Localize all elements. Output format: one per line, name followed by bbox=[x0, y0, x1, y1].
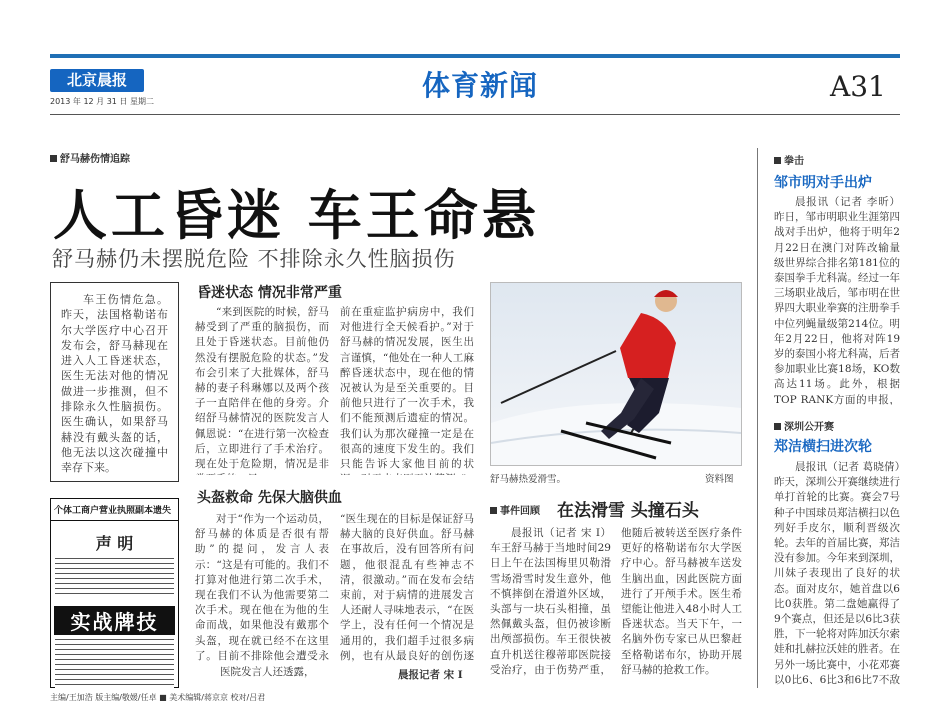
ad-fine-print-1 bbox=[55, 558, 174, 598]
skier-illustration bbox=[491, 283, 741, 465]
footer-credits: 主编/王加浩 版主编/敬媛/任卓 ■ 美术编辑/蒋京京 校对/吕君 bbox=[50, 693, 266, 702]
tennis-kicker: 深圳公开赛 bbox=[774, 418, 834, 433]
ad-notice-title: 声 明 bbox=[95, 534, 134, 553]
recap-body: 晨报讯（记者 宋 Ⅰ）车王舒马赫于当地时间29日上午在法国梅里贝勒滑雪场滑雪时发生意外，他不慎摔倒在滑道外区域，头部与一块石头相撞，虽然佩戴头盔，但仍被诊断出颅部损伤。车王很快被直升机送往穆蒂耶医院接受治疗，由于伤势严重，他随后被转送至医疗条件更好的格勒诺布尔大学医疗中心。舒马赫被车送发生脑出血，因此医院方面进行了开颅手术。医生希望能让他进入48小时人工昏迷状态。当天下午，一名脑外伤专家已从巴黎赶至格勒诺布尔，协助开展舒马赫的抢救工作。 bbox=[490, 527, 742, 676]
subheading-coma: 昏迷状态 情况非常严重 bbox=[197, 285, 342, 301]
skiing-photo bbox=[490, 282, 742, 466]
ad-fine-print-2 bbox=[55, 639, 174, 689]
ad-notice-2: 实战牌技 bbox=[54, 606, 175, 635]
subheading-helmet: 头盔救命 先保大脑供血 bbox=[197, 490, 342, 506]
article-byline: 晨报记者 宋 Ⅰ bbox=[398, 669, 463, 681]
recap-headline: 在法滑雪 头撞石头 bbox=[557, 501, 699, 521]
article-column-4: “医生现在的目标是保证舒马赫大脑的良好供血。舒马赫在事故后，没有回答所有问题，他很混乱有些神志不清，很激动。”而在发布会结束前，对于病情的进展发言人还耐人寻味地表示，“在医学上，没有任何一个情况是通用的，我们超手过很多病例，也有从最良好的创伤逐 bbox=[340, 513, 474, 662]
boxing-body: 晨报讯（记者 李昕）昨日，邹市明职业生涯第四战对手出炉，他将于明年2月22日在澳门对阵改输量级世界综合排名第181位的泰国拳手尤科嵩。经过一年三场职业战后，邹市明在世界四大职业拳赛的注册拳手中位列蝇量级第214位。明年2月22日，他将对阵19岁的泰国小将尤科嵩，后者参加职业比赛18场，KO数高达11场。此外，根据TOP RANK方面的申报， bbox=[774, 196, 900, 405]
tennis-headline: 郑洁横扫进次轮 bbox=[774, 439, 872, 455]
photo-caption: 舒马赫热爱滑雪。 bbox=[490, 474, 567, 485]
recap-kicker: 事件回顾 bbox=[490, 502, 540, 517]
boxing-kicker: 拳击 bbox=[774, 152, 804, 167]
lead-box-text: 车王伤情危急。昨天，法国格勒诺布尔大学医疗中心召开发布会，舒马赫现在进入人工昏迷状态，医生无法对他的情况做进一步推测，但不排除永久性脑损伤。医生确认，如果舒马赫没有戴头盔的话，他无法以这次碰撞中幸存下来。 bbox=[61, 293, 168, 475]
column-divider bbox=[757, 148, 758, 688]
main-kicker: 舒马赫伤情追踪 bbox=[50, 150, 130, 165]
article-column-3: 对于“作为一个运动员，舒马赫的体质是否很有帮助”的提问，发言人表示：“这是有可能的。我们不打算对他进行第二次手术，现在我们不认为他需要第二次手术。现在他在为他的生命而战，如果他没有戴那个头盔，现在就已经不在这里了。目前不排除他会遭受永 bbox=[195, 513, 329, 662]
lead-box bbox=[50, 282, 179, 482]
article-column-2: 前在重症监护病房中，我们对他进行全天候看护。”对于舒马赫的情况发展，医生出言谨慎，“他处在一种人工麻醉昏迷状态中，现在他的情况被认为是至关重要的。目前他只进行了一次手术，我们不能预测后遗症的情况。我们认为那次碰撞一定是在很高的速度下发生的。我们只能告诉大家他目前的状 bbox=[340, 306, 474, 471]
article-column-3-end: 医院发言人还透露， bbox=[220, 666, 315, 678]
newspaper-logo: 北京晨报 bbox=[50, 69, 144, 92]
photo-credit: 资料图 bbox=[705, 474, 734, 485]
top-rule bbox=[50, 54, 900, 58]
section-title: 体育新闻 bbox=[421, 69, 538, 102]
dateline: 2013 年 12 月 31 日 星期二 bbox=[50, 97, 154, 106]
ad-notice-1: 个体工商户营业执照副本遗失 bbox=[51, 499, 178, 521]
article-column-1: “来到医院的时候，舒马赫受到了严重的脑损伤，而且处于昏迷状态。目前他仍然没有摆脱危险的状态。”发布会引来了大批媒体，舒马赫的妻子科琳娜以及两个孩子一直陪伴在他的身旁。介绍舒马赫情况的医院发言人佩恩说：“在进行第一次检查后，立即进行了手术治疗。现在处于危险期，情况是非 bbox=[195, 306, 329, 471]
masthead-rule bbox=[50, 114, 900, 115]
tennis-body: 晨报讯（记者 葛晓倩）昨天，深圳公开赛继续进行单打首轮的比赛。赛会7号种子中国球员郑洁横扫以色列好手皮尔，顺利晋级次轮。去年的首届比赛，郑洁没有参加。今年来到深圳，川妹子表现出了良好的状态。面对皮尔，她首盘以6比0获胜。第二盘她赢得了9个赛点，但还是以6比3获胜，下一轮将对阵加沃尔索娃和扎赫拉沃娃的胜者。在另外一场比赛中，小花邓赛以0比6、6比3和6比7不敌 bbox=[774, 461, 900, 685]
boxing-headline: 邹市明对手出炉 bbox=[774, 175, 872, 191]
main-subhead: 舒马赫仍未摆脱危险 不排除永久性脑损伤 bbox=[52, 247, 456, 271]
main-headline: 人工昏迷 车王命悬 bbox=[53, 184, 540, 247]
page-number: A31 bbox=[830, 70, 886, 103]
classified-ads bbox=[50, 498, 179, 688]
